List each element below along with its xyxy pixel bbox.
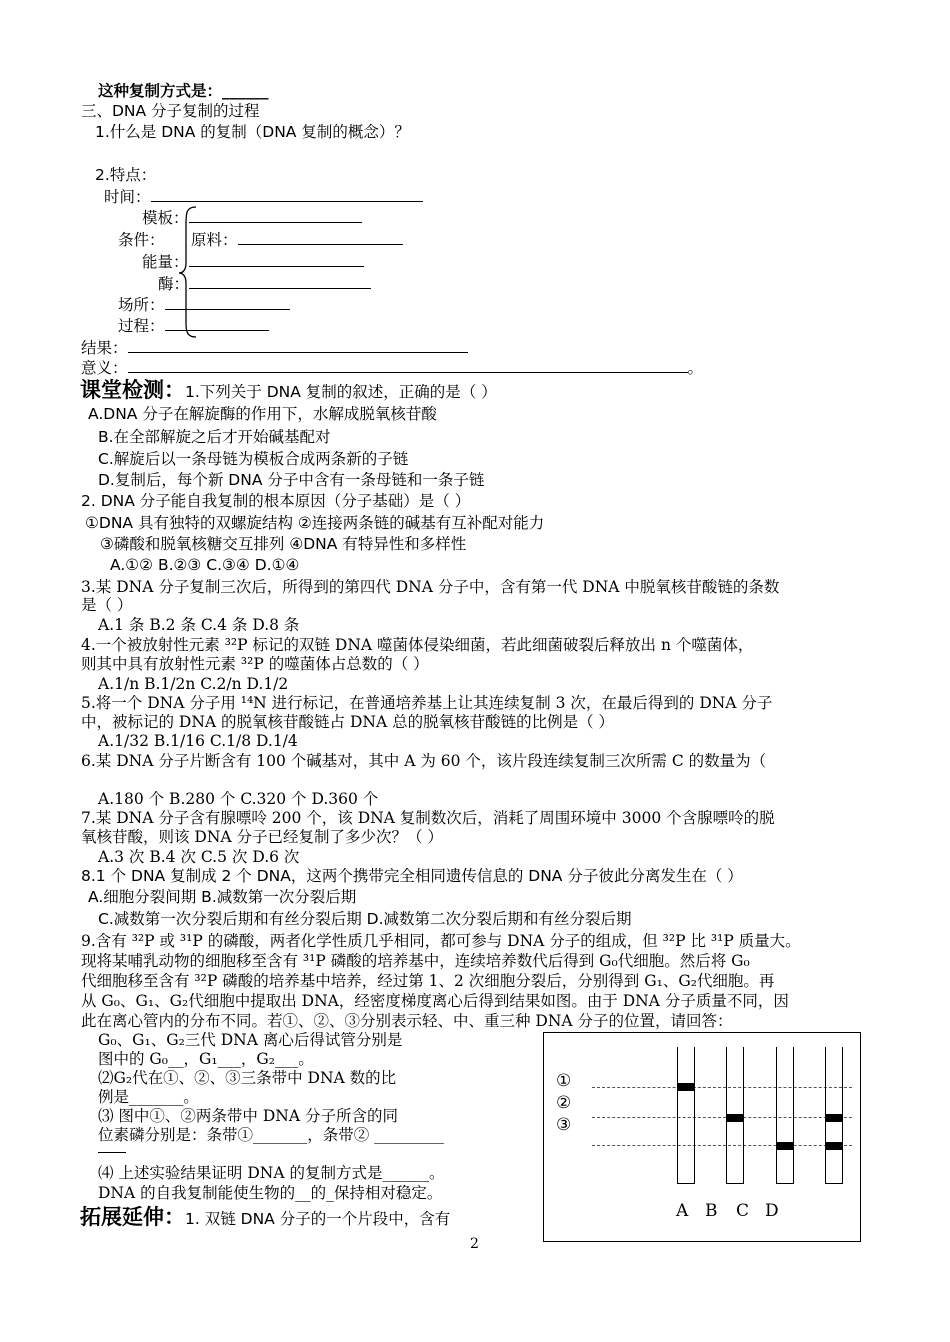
extension-line: [80, 1205, 450, 1231]
quiz-q9-sub3-blanks[interactable]: 位素磷分别是：条带①_______，条带② _________: [98, 1126, 444, 1144]
time-label: 时间：: [104, 187, 423, 207]
quiz-q6-stem: 6.某 DNA 分子片断含有 100 个碱基对，其中 A 为 60 个，该片段连续复制三次所需 C 的数量为（: [81, 752, 767, 770]
significance-label: 意义： 。: [81, 359, 704, 377]
result-blank[interactable]: [128, 338, 468, 353]
quiz-q8-options-ab[interactable]: A.细胞分裂间期 B.减数第一次分裂后期: [88, 888, 357, 906]
process-label: 过程：: [118, 316, 269, 336]
tube-a: [677, 1047, 695, 1184]
tube-c-band: [777, 1142, 793, 1150]
quiz-q5-stem: 5.将一个 DNA 分子用 ¹⁴N 进行标记，在普通培养基上让其连续复制 3 次，在最后得到的 DNA 分子: [81, 694, 773, 712]
quiz-q9-rule: [98, 1152, 126, 1153]
extension-q1: 1. 双链 DNA 分子的一个片段中，含有: [185, 1210, 451, 1228]
quiz-q2-statements-2: ③磷酸和脱氧核糖交互排列 ④DNA 有特异性和多样性: [100, 535, 467, 553]
quiz-q1-option-a[interactable]: A.DNA 分子在解旋酶的作用下，水解成脱氧核苷酸: [88, 405, 437, 423]
quiz-q9-sub2-blank[interactable]: 例是_______。: [98, 1088, 199, 1106]
raw-material-blank[interactable]: [238, 230, 403, 245]
quiz-q9-sub2: ⑵G₂代在①、②、③三条带中 DNA 数的比: [98, 1069, 397, 1087]
quiz-q1-option-d[interactable]: D.复制后，每个新 DNA 分子中含有一条母链和一条子链: [98, 471, 485, 489]
quiz-q3-stem-cont: 是（ ）: [81, 596, 133, 614]
page-number: 2: [470, 1236, 479, 1252]
quiz-q9-stem-4: 从 G₀、G₁、G₂代细胞中提取出 DNA，经密度梯度离心后得到结果如图。由于 DNA 分子质量不同，因: [81, 992, 789, 1010]
quiz-q9-sub1: G₀、G₁、G₂三代 DNA 离心后得试管分别是: [98, 1031, 403, 1049]
template-blank[interactable]: [189, 208, 362, 223]
quiz-title: 课堂检测：: [80, 378, 185, 402]
quiz-q7-stem-cont: 氧核苷酸，则该 DNA 分子已经复制了多少次？（ ）: [81, 828, 443, 846]
quiz-q9-stem-5: 此在离心管内的分布不同。若①、②、③分别表示轻、中、重三种 DNA 分子的位置，请回答：: [81, 1012, 733, 1030]
quiz-q7-options[interactable]: A.3 次 B.4 次 C.5 次 D.6 次: [98, 848, 300, 866]
quiz-q1-stem-line: 课堂检测：1.下列关于 DNA 复制的叙述，正确的是（ ）: [80, 378, 497, 402]
raw-material-label: 原料：: [191, 230, 403, 250]
quiz-q4-options[interactable]: A.1/n B.1/2n C.2/n D.1/2: [98, 675, 289, 693]
quiz-q9-sub3: ⑶ 图中①、②两条带中 DNA 分子所含的同: [98, 1107, 398, 1125]
quiz-q4-stem: 4.一个被放射性元素 ³²P 标记的双链 DNA 噬菌体侵染细菌，若此细菌破裂后释放出 n 个噬菌体，: [81, 636, 754, 654]
tube-label-d: D: [765, 1201, 779, 1221]
quiz-q6-options[interactable]: A.180 个 B.280 个 C.320 个 D.360 个: [98, 790, 379, 808]
energy-blank[interactable]: [189, 252, 364, 267]
band-label-light: ①: [556, 1071, 572, 1091]
quiz-q1-option-b[interactable]: B.在全部解旋之后才开始碱基配对: [98, 428, 331, 446]
tube-label-b: B: [705, 1201, 718, 1221]
result-label: 结果：: [81, 338, 468, 358]
quiz-q5-options[interactable]: A.1/32 B.1/16 C.1/8 D.1/4: [98, 732, 298, 750]
quiz-q9-stem-3: 代细胞移至含有 ³²P 磷酸的培养基中培养，经过第 1、2 次细胞分裂后，分别得到 G₁、G₂代细胞。再: [81, 972, 775, 990]
tube-label-a: A: [676, 1201, 689, 1221]
conditions-label: 条件：: [118, 231, 165, 249]
band-line-light: [592, 1087, 852, 1088]
method-prompt: 这种复制方式是：______: [98, 82, 269, 100]
quiz-q2-options[interactable]: A.①② B.②③ C.③④ D.①④: [110, 556, 300, 574]
features-label: 2.特点：: [95, 166, 157, 184]
tube-label-c: C: [736, 1201, 750, 1221]
question-concept: 1.什么是 DNA 的复制（DNA 复制的概念）？: [95, 123, 410, 141]
quiz-q1-option-c[interactable]: C.解旋后以一条母链为模板合成两条新的子链: [98, 450, 409, 468]
tube-d-band-heavy: [826, 1142, 842, 1150]
quiz-q9-stem-2: 现将某哺乳动物的细胞移至含有 ³¹P 磷酸的培养基中，连续培养数代后得到 G₀代细胞。然后将 G₀: [81, 952, 750, 970]
quiz-q9-sub4b: DNA 的自我复制能使生物的__的_保持相对稳定。: [98, 1184, 443, 1202]
quiz-q4-stem-cont: 则其中具有放射性元素 ³²P 的噬菌体占总数的（ ）: [81, 655, 429, 673]
tube-a-band: [678, 1083, 694, 1091]
energy-label: 能量：: [142, 252, 364, 272]
band-label-heavy: ③: [556, 1115, 572, 1135]
quiz-q3-stem: 3.某 DNA 分子复制三次后，所得到的第四代 DNA 分子中，含有第一代 DNA 中脱氧核苷酸链的条数: [81, 578, 780, 596]
quiz-q5-stem-cont: 中，被标记的 DNA 的脱氧核苷酸链占 DNA 总的脱氧核苷酸链的比例是（ ）: [81, 713, 615, 731]
section-title: 三、DNA 分子复制的过程: [81, 102, 260, 120]
quiz-q2-statements-1: ①DNA 具有独特的双螺旋结构 ②连接两条链的碱基有互补配对能力: [85, 514, 545, 532]
template-label: 模板：: [142, 208, 362, 228]
tube-b-band: [727, 1114, 743, 1122]
quiz-q9-sub4: ⑷ 上述实验结果证明 DNA 的复制方式是______。: [98, 1164, 445, 1182]
band-label-middle: ②: [556, 1093, 572, 1113]
quiz-q2-stem: 2. DNA 分子能自我复制的根本原因（分子基础）是（ ）: [81, 492, 471, 510]
conditions-brace: [178, 205, 198, 339]
tube-d-band-middle: [826, 1114, 842, 1122]
band-line-heavy: [592, 1145, 852, 1146]
quiz-q8-stem: 8.1 个 DNA 复制成 2 个 DNA，这两个携带完全相同遗传信息的 DNA 分子彼此分离发生在（ ）: [81, 867, 743, 885]
quiz-q9-sub1-blanks[interactable]: 图中的 G₀__，G₁___，G₂___。: [98, 1050, 314, 1068]
significance-blank[interactable]: [128, 358, 688, 373]
band-line-middle: [592, 1117, 852, 1118]
tube-c: [776, 1047, 794, 1184]
enzyme-blank[interactable]: [189, 274, 371, 289]
centrifuge-figure: [543, 1032, 861, 1242]
tube-b: [726, 1047, 744, 1184]
time-blank[interactable]: [151, 187, 423, 202]
quiz-q7-stem: 7.某 DNA 分子含有腺嘌呤 200 个，该 DNA 复制数次后，消耗了周围环境中 3000 个含腺嘌呤的脱: [81, 809, 775, 827]
quiz-q8-options-cd[interactable]: C.减数第一次分裂后期和有丝分裂后期 D.减数第二次分裂后期和有丝分裂后期: [98, 910, 632, 928]
extension-title: 拓展延伸：: [80, 1205, 185, 1229]
quiz-q3-options[interactable]: A.1 条 B.2 条 C.4 条 D.8 条: [98, 616, 300, 634]
quiz-q9-stem-1: 9.含有 ³²P 或 ³¹P 的磷酸，两者化学性质几乎相同，都可参与 DNA 分子的组成，但 ³²P 比 ³¹P 质量大。: [81, 932, 801, 950]
enzyme-label: 酶：: [158, 274, 371, 294]
site-label: 场所：: [118, 295, 290, 315]
tube-d: [825, 1047, 843, 1184]
